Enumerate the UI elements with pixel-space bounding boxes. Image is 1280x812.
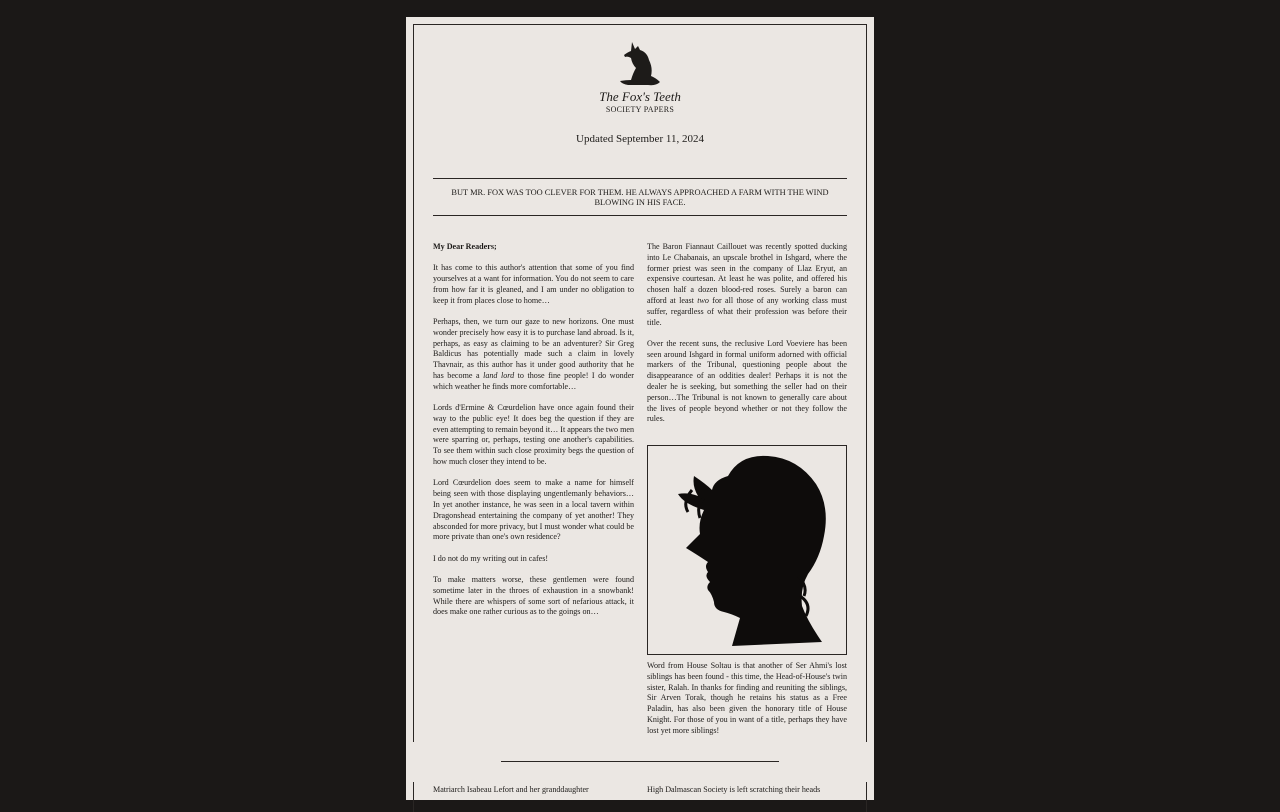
next-section-right <box>647 785 847 806</box>
article-paragraph: High Dalmascan Society is left scratching their heads <box>647 785 821 794</box>
newsletter-subtitle: SOCIETY PAPERS <box>605 105 675 114</box>
article-paragraph: Lord Cœurdelion does seem to make a name for himself being seen with those displaying ungentlemanly behaviors…In yet another instance, he was seen in a local tavern within Dragonshead entertaining the company of yet another! They absconded for more privacy, but I must wonder what could be more private than one's own residence? <box>433 478 634 542</box>
updated-date: Updated September 11, 2024 <box>576 133 704 145</box>
emphasis: two <box>697 295 709 305</box>
right-column <box>647 242 847 436</box>
pull-quote: BUT MR. FOX WAS TOO CLEVER FOR THEM. HE ALWAYS APPROACHED A FARM WITH THE WIND BLOWING IN HIS FACE. <box>451 188 829 207</box>
article-paragraph: It has come to this author's attention that some of you find yourselves at a want for information. You do not seem to care from how far it is gleaned, and I am under no obligation to keep it from places close to home… <box>433 263 634 305</box>
article-paragraph: The Baron Fiannaut Caillouet was recently spotted ducking into Le Chabanais, an upscale brothel in Ishgard, where the former priest was seen in the company of Llaz Eryut, an expensive courtesan. At least he was polite, and offered his chosen half a dozen blood-red roses. Surely a baron can afford at least two for all those of any working class must suffer, regardless of what their profession was before their title. <box>647 242 847 327</box>
fox-silhouette-icon <box>618 40 662 88</box>
greeting: My Dear Readers; <box>433 242 497 251</box>
divider <box>433 178 847 179</box>
divider <box>433 215 847 216</box>
left-column <box>433 242 634 629</box>
article-paragraph: To make matters worse, these gentlemen were found sometime later in the throes of exhaustion in a snowbank! While there are whispers of some sort of nefarious attack, it does make one rather curious as to the goings on… <box>433 574 634 617</box>
article-paragraph: Word from House Soltau is that another of Ser Ahmi's lost siblings has been found - this time, the Head-of-House's twin sister, Ralah. In thanks for finding and reuniting the siblings, Sir Arven Torak, though he retains his status as a Free Paladin, has also been given the honorary title of House Knight. For those of you in want of a title, perhaps they have lost yet more siblings! <box>647 661 847 735</box>
article-paragraph: I do not do my writing out in cafes! <box>433 553 549 563</box>
portrait-frame <box>647 445 847 655</box>
next-section-left <box>433 785 634 806</box>
article-paragraph: Matriarch Isabeau Lefort and her granddaughter <box>433 785 589 794</box>
page-break <box>406 742 874 782</box>
article-paragraph: Lords d'Ermine & Cœurdelion have once again found their way to the public eye! It does beg the question if they are even attempting to remain beyond it… It appears the two men were sparring or, perhaps, testing one another's capabilities. To see them within such close proximity begs the question of how much closer they intend to be. <box>433 403 634 467</box>
right-column-continued <box>647 661 847 747</box>
newsletter-title: The Fox's Teeth <box>599 89 681 104</box>
woman-profile-silhouette-icon <box>648 446 846 654</box>
newsletter-page <box>406 17 874 800</box>
article-paragraph: Perhaps, then, we turn our gaze to new horizons. One must wonder precisely how easy it is to purchase land abroad. Is it, perhaps, as easy as claiming to be an adventurer? Sir Greg Baldicus has potentially made such a claim in lovely Thavnair, as this author has it under good authority that he has become a land lord to those fine people! I do wonder which weather he finds more comfortable… <box>433 316 635 391</box>
article-paragraph: Over the recent suns, the reclusive Lord Voeviere has been seen around Ishgard in formal uniform adorned with official markers of the Tribunal, questioning people about the disappearance of an oddities dealer! Perhaps it is not the dealer he is seeking, but something the seller had on their person…The Tribunal is not known to generally care about the lives of people beyond whether or not they follow the rules. <box>647 338 847 424</box>
emphasis: land lord <box>483 370 515 380</box>
section-separator <box>501 761 779 762</box>
